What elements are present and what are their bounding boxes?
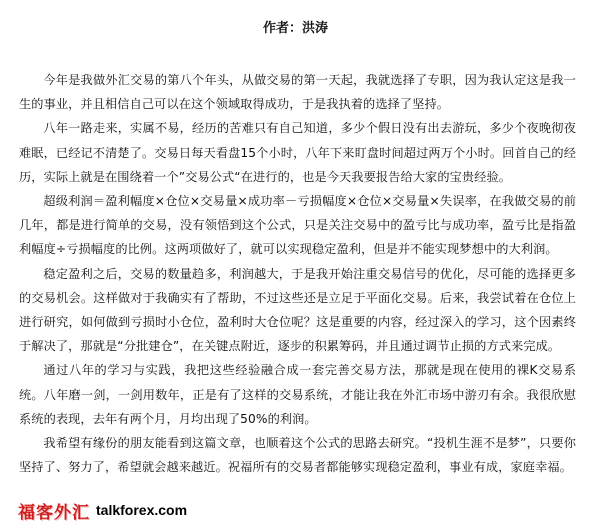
site-logo-chinese: 福客外汇 (18, 502, 90, 523)
site-logo-url: talkforex.com (96, 502, 188, 518)
author-line: 作者：洪涛 (262, 21, 328, 36)
paragraph-2: 八年一路走来，实属不易，经历的苦难只有自己知道，多少个假日没有出去游玩，多少个夜晚彻夜难眠，已经记不清楚了。交易日每天看盘15个小时，八年下来盯盘时间超过两万个小时。回首自己的经历，实际上就是在围绕着一个”交易公式“在进行的，也是今天我要报告给大家的宝贵经验。 (19, 121, 576, 184)
paragraph-1: 今年是我做外汇交易的第八个年头，从做交易的第一天起，我就选择了专职，因为我认定这是我一生的事业，并且相信自己可以在这个领域取得成功，于是我执着的选择了坚持。 (19, 73, 576, 112)
paragraph-3: 超级利润＝盈利幅度×仓位×交易量×成功率－亏损幅度×仓位×交易量×失误率，在我做交易的前几年，都是进行简单的交易，没有领悟到这个公式，只是关注交易中的盈亏比与成功率，盈亏比是指盈利幅度÷亏损幅度的比例。这两项做好了，就可以实现稳定盈利，但是并不能实现梦想中的大利润。 (19, 194, 576, 257)
paragraph-5: 通过八年的学习与实践，我把这些经验融合成一套完善交易方法，那就是现在使用的裸K交易系统。八年磨一剑，一剑用数年，正是有了这样的交易系统，才能让我在外汇市场中游刃有余。我很欣慰系统的表现，去年有两个月，月均出现了50%的利润。 (19, 363, 576, 426)
site-watermark (18, 497, 187, 523)
article-body (19, 68, 576, 479)
paragraph-4: 稳定盈利之后，交易的数量趋多，利润越大，于是我开始注重交易信号的优化，尽可能的选择更多的交易机会。这样做对于我确实有了帮助，不过这些还是立足于平面化交易。后来，我尝试着在仓位上进行研究，如何做到亏损时小仓位，盈利时大仓位呢？这是重要的内容，经过深入的学习，这个因素终于解决了，那就是“分批建仓”，在关键点附近，逐步的积累筹码，并且通过调节止损的方式来完成。 (19, 266, 576, 354)
paragraph-6: 我希望有缘份的朋友能看到这篇文章，也顺着这个公式的思路去研究。“投机生涯不是梦”，只要你坚持了、努力了，希望就会越来越近。祝福所有的交易者都能够实现稳定盈利，事业有成，家庭幸福。 (19, 436, 576, 475)
